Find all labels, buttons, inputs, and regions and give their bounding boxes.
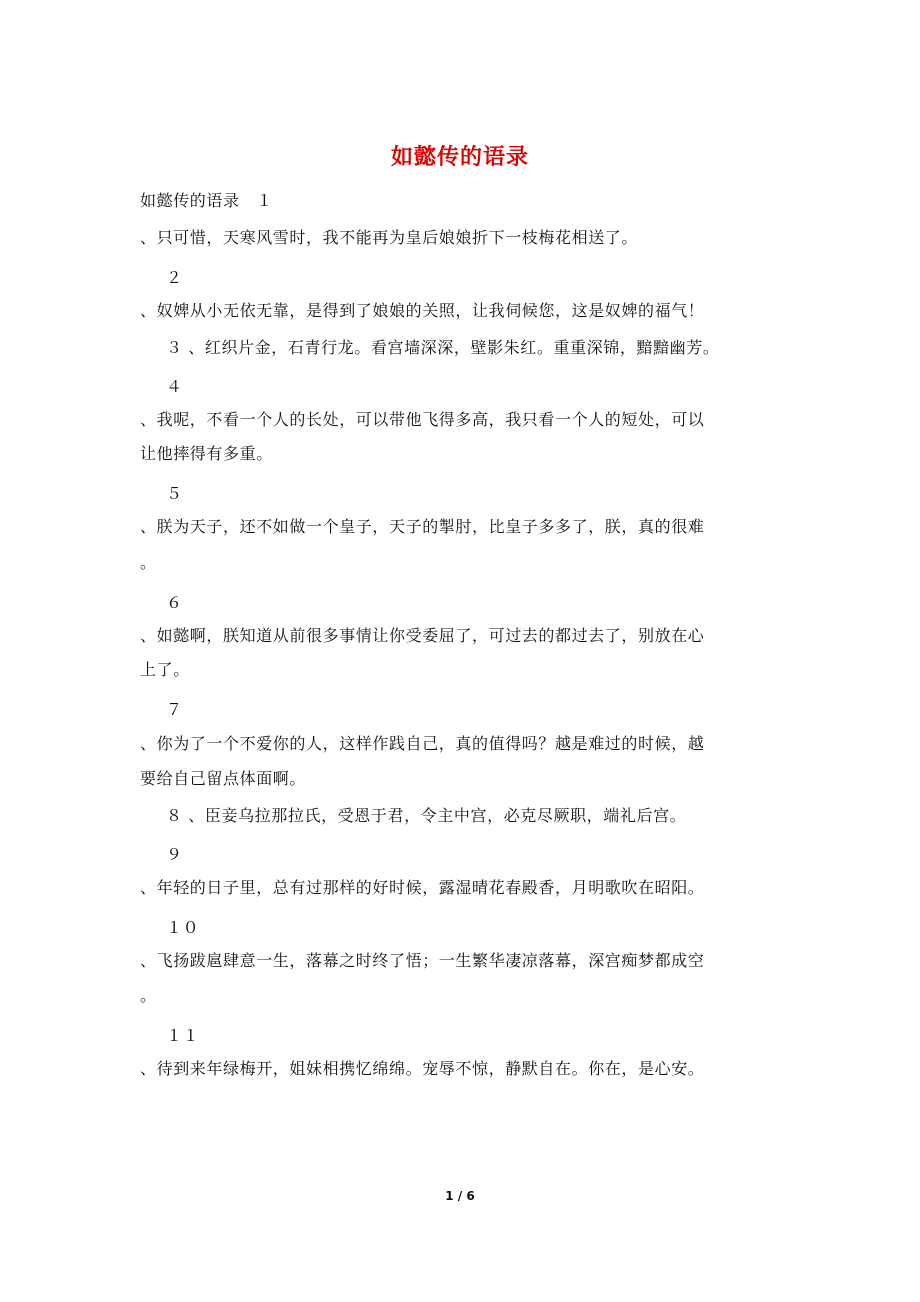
text-line: 。 bbox=[140, 986, 157, 1005]
text-line: 、飞扬跋扈肆意一生，落幕之时终了悟；一生繁华凄凉落幕，深宫痴梦都成空 bbox=[140, 951, 705, 970]
number-line: ７ bbox=[166, 700, 183, 719]
text-line: 、年轻的日子里，总有过那样的好时候，露湿晴花春殿香，月明歌吹在昭阳。 bbox=[140, 878, 705, 897]
document-title: 如懿传的语录 bbox=[390, 144, 529, 170]
number-line: ５ bbox=[166, 484, 183, 503]
number-line: ６ bbox=[166, 593, 183, 612]
number-line: ２ bbox=[166, 268, 183, 287]
subtitle-line: 如懿传的语录 １ bbox=[140, 191, 273, 210]
text-line: 、只可惜，天寒风雪时，我不能再为皇后娘娘折下一枝梅花相送了。 bbox=[140, 228, 639, 247]
number-line: ９ bbox=[166, 845, 183, 864]
text-line: 、待到来年绿梅开，姐妹相携忆绵绵。宠辱不惊，静默自在。你在，是心安。 bbox=[140, 1059, 705, 1078]
number-line: １０ bbox=[166, 918, 200, 937]
text-line: 、我呢，不看一个人的长处，可以带他飞得多高，我只看一个人的短处，可以 bbox=[140, 410, 705, 429]
text-line: ３ 、红织片金，石青行龙。看宫墙深深，壁影朱红。重重深锦，黯黯幽芳。 bbox=[166, 338, 720, 357]
text-line: 、你为了一个不爱你的人，这样作践自己，真的值得吗？越是难过的时候，越 bbox=[140, 734, 705, 753]
text-line: ８ 、臣妾乌拉那拉氏，受恩于君，令主中宫，必克尽厥职，端礼后宫。 bbox=[166, 806, 687, 825]
page-number: 1 / 6 bbox=[445, 1189, 475, 1203]
text-line: 、如懿啊，朕知道从前很多事情让你受委屈了，可过去的都过去了，别放在心 bbox=[140, 626, 705, 645]
text-line: 。 bbox=[140, 553, 157, 572]
text-line: 要给自己留点体面啊。 bbox=[140, 769, 307, 788]
number-line: ４ bbox=[166, 377, 183, 396]
text-line: 、朕为天子，还不如做一个皇子，天子的掣肘，比皇子多多了，朕，真的很难 bbox=[140, 517, 705, 536]
number-line: １１ bbox=[166, 1026, 200, 1045]
text-line: 、奴婢从小无依无靠，是得到了娘娘的关照，让我伺候您，这是奴婢的福气！ bbox=[140, 301, 705, 320]
text-line: 上了。 bbox=[140, 660, 190, 679]
text-line: 让他摔得有多重。 bbox=[140, 444, 273, 463]
